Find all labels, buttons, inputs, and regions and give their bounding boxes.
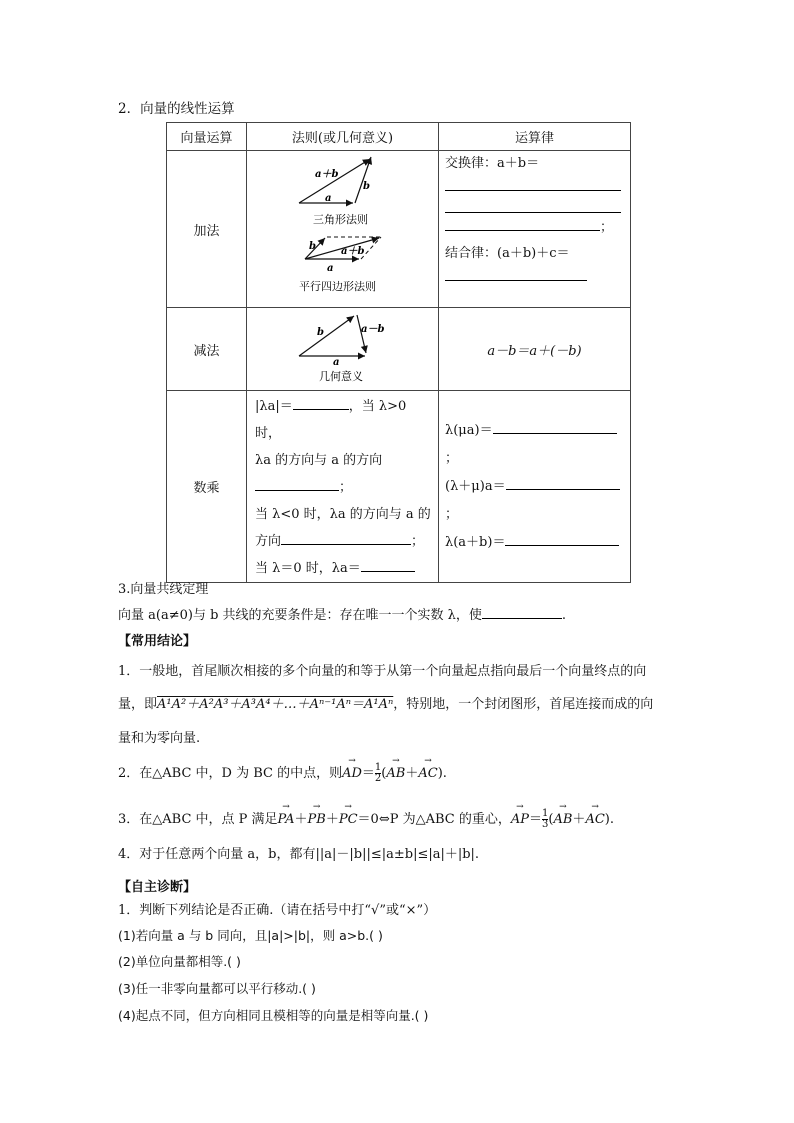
section-3-end: . bbox=[561, 608, 567, 623]
scalar-mult-laws bbox=[439, 391, 631, 583]
conclusion-1-line-1: 1．一般地，首尾顺次相接的多个向量的和等于从第一个向量起点指向最后一个向量终点的向 bbox=[118, 664, 647, 679]
tri-caption: 三角形法则 bbox=[313, 213, 368, 226]
section-3-blank bbox=[482, 606, 562, 619]
judgement-2: (2)单位向量都相等.( ) bbox=[118, 954, 241, 969]
common-conclusions-title: 【常用结论】 bbox=[118, 634, 197, 649]
judgement-3: (3)任一非零向量都可以平行移动.( ) bbox=[118, 981, 316, 996]
sub-label-b: b bbox=[317, 327, 324, 338]
c3-open: ( bbox=[548, 812, 554, 827]
scalar-r3: ； bbox=[339, 480, 353, 495]
vector-ad: → AD bbox=[342, 766, 362, 781]
subtraction-geometry bbox=[247, 308, 439, 390]
c2-eq: ＝ bbox=[361, 766, 375, 781]
conclusion-4: 4．对于任意两个向量 a，b，都有||a|－|b||≤|a±b|≤|a|＋|b|. bbox=[118, 847, 480, 862]
sub-label-amb: a－b bbox=[361, 324, 385, 335]
scalar-law-blank-1 bbox=[493, 421, 617, 434]
commutative-blank-1 bbox=[445, 173, 621, 191]
self-diagnosis-q1-intro: 1．判断下列结论是否正确.（请在括号中打“√”或“×”） bbox=[118, 903, 437, 918]
scalar-blank-1 bbox=[293, 397, 349, 410]
tri-label-ab: a＋b bbox=[315, 169, 339, 180]
subtraction-diagram bbox=[247, 308, 439, 391]
header-rule: 法则(或几何意义) bbox=[247, 123, 439, 151]
self-diagnosis-title: 【自主诊断】 bbox=[118, 880, 197, 895]
tri-label-a: a bbox=[325, 193, 332, 204]
conclusion-1-expression: A¹A²＋A²A³＋A³A⁴＋…＋Aⁿ⁻¹Aⁿ＝A¹Aⁿ bbox=[157, 697, 394, 712]
c3-text: 3．在△ABC 中，点 P 满足 bbox=[118, 812, 278, 827]
associative-blank bbox=[445, 263, 587, 281]
scalar-blank-3 bbox=[281, 532, 411, 545]
scalar-blank-4 bbox=[361, 559, 415, 572]
sub-caption: 几何意义 bbox=[319, 370, 363, 383]
conclusion-2 bbox=[118, 762, 447, 784]
c3-plus-3: ＋ bbox=[572, 812, 586, 827]
c2-text: 2．在△ABC 中，D 为 BC 的中点，则 bbox=[118, 766, 343, 781]
c3-plus-2: ＋ bbox=[325, 812, 339, 827]
c2-den: 2 bbox=[374, 773, 382, 784]
conclusion-3 bbox=[118, 808, 614, 830]
para-caption: 平行四边形法则 bbox=[299, 280, 376, 293]
c3-close: ). bbox=[604, 812, 614, 827]
commutative-law: 交换律：a＋b＝ bbox=[445, 156, 540, 171]
scalar-law-2: (λ＋μ)a＝ bbox=[445, 478, 506, 494]
c3-eq: ＝ bbox=[529, 812, 543, 827]
c3-num: 1 bbox=[542, 808, 549, 819]
tri-label-b: b bbox=[363, 181, 370, 192]
c2-num: 1 bbox=[374, 762, 382, 773]
scalar-r2: λa 的方向与 a 的方向 bbox=[255, 453, 383, 468]
vector-ac: → AC bbox=[418, 766, 437, 781]
judgement-1: (1)若向量 a 与 b 同向，且|a|>|b|，则 a>b.( ) bbox=[118, 928, 383, 943]
scalar-mult-label: 数乘 bbox=[167, 391, 247, 583]
scalar-r5b: ； bbox=[411, 534, 425, 549]
scalar-r1a: |λa|＝ bbox=[255, 399, 293, 414]
header-operation: 向量运算 bbox=[167, 123, 247, 151]
c3-plus-1: ＋ bbox=[294, 812, 308, 827]
triangle-rule-diagram bbox=[247, 151, 439, 307]
judgement-4: (4)起点不同，但方向相同且模相等的向量是相等向量.( ) bbox=[118, 1008, 429, 1023]
c3-text-b: ＝0⇔P 为△ABC 的重心， bbox=[357, 812, 511, 827]
c2-plus: ＋ bbox=[405, 766, 419, 781]
c2-open: ( bbox=[381, 766, 387, 781]
scalar-r1b: ，当 λ>0 时， bbox=[255, 399, 407, 441]
vector-pa: → PA bbox=[278, 812, 295, 827]
c3-den: 3 bbox=[542, 819, 549, 830]
vector-ab-2: → AB bbox=[553, 812, 572, 827]
addition-label: 加法 bbox=[167, 151, 247, 308]
conclusion-1-suffix: ，特别地，一个封闭图形，首尾连接而成的向 bbox=[393, 697, 654, 712]
addition-laws bbox=[439, 151, 631, 308]
commutative-semi: ； bbox=[600, 220, 614, 235]
scalar-r5a: 方向 bbox=[255, 534, 282, 549]
scalar-law-blank-2 bbox=[506, 477, 620, 490]
para-label-ab: a＋b bbox=[341, 246, 365, 257]
vector-ap: → AP bbox=[511, 812, 529, 827]
scalar-r4: 当 λ<0 时，λa 的方向与 a 的 bbox=[255, 507, 431, 522]
para-label-b: b bbox=[309, 241, 316, 252]
subtraction-law: a－b＝a＋(－b) bbox=[439, 308, 631, 391]
commutative-blank-2 bbox=[445, 195, 621, 213]
addition-diagrams bbox=[247, 151, 439, 308]
scalar-law-semi-2: ； bbox=[445, 506, 459, 522]
section-3-text: 向量 a(a≠0)与 b 共线的充要条件是：存在唯一一个实数 λ，使 bbox=[118, 608, 482, 623]
subtraction-label: 减法 bbox=[167, 308, 247, 391]
operations-table bbox=[166, 122, 631, 583]
scalar-r6: 当 λ＝0 时，λa＝ bbox=[255, 561, 361, 576]
vector-pb: → PB bbox=[308, 812, 326, 827]
scalar-law-3: λ(a＋b)＝ bbox=[445, 534, 506, 550]
associative-law: 结合律：(a＋b)＋c＝ bbox=[445, 246, 570, 261]
scalar-blank-2 bbox=[255, 478, 339, 491]
scalar-law-blank-3 bbox=[505, 533, 619, 546]
sub-label-a: a bbox=[333, 357, 340, 368]
conclusion-1-line-3: 量和为零向量. bbox=[118, 731, 201, 746]
commutative-blank-3 bbox=[445, 218, 600, 231]
scalar-law-semi-1: ； bbox=[445, 450, 459, 466]
vector-ac-2: → AC bbox=[585, 812, 604, 827]
scalar-mult-rules bbox=[247, 391, 439, 583]
vector-ab: → AB bbox=[386, 766, 405, 781]
c2-close: ). bbox=[437, 766, 447, 781]
section-2-title: 2．向量的线性运算 bbox=[118, 101, 235, 117]
conclusion-1-prefix: 量，即 bbox=[118, 697, 158, 712]
section-3-title: 3.向量共线定理 bbox=[118, 582, 209, 597]
vector-pc: → PC bbox=[339, 812, 358, 827]
header-law: 运算律 bbox=[439, 123, 631, 151]
scalar-law-1: λ(μa)＝ bbox=[445, 422, 493, 438]
para-label-a: a bbox=[327, 263, 334, 274]
